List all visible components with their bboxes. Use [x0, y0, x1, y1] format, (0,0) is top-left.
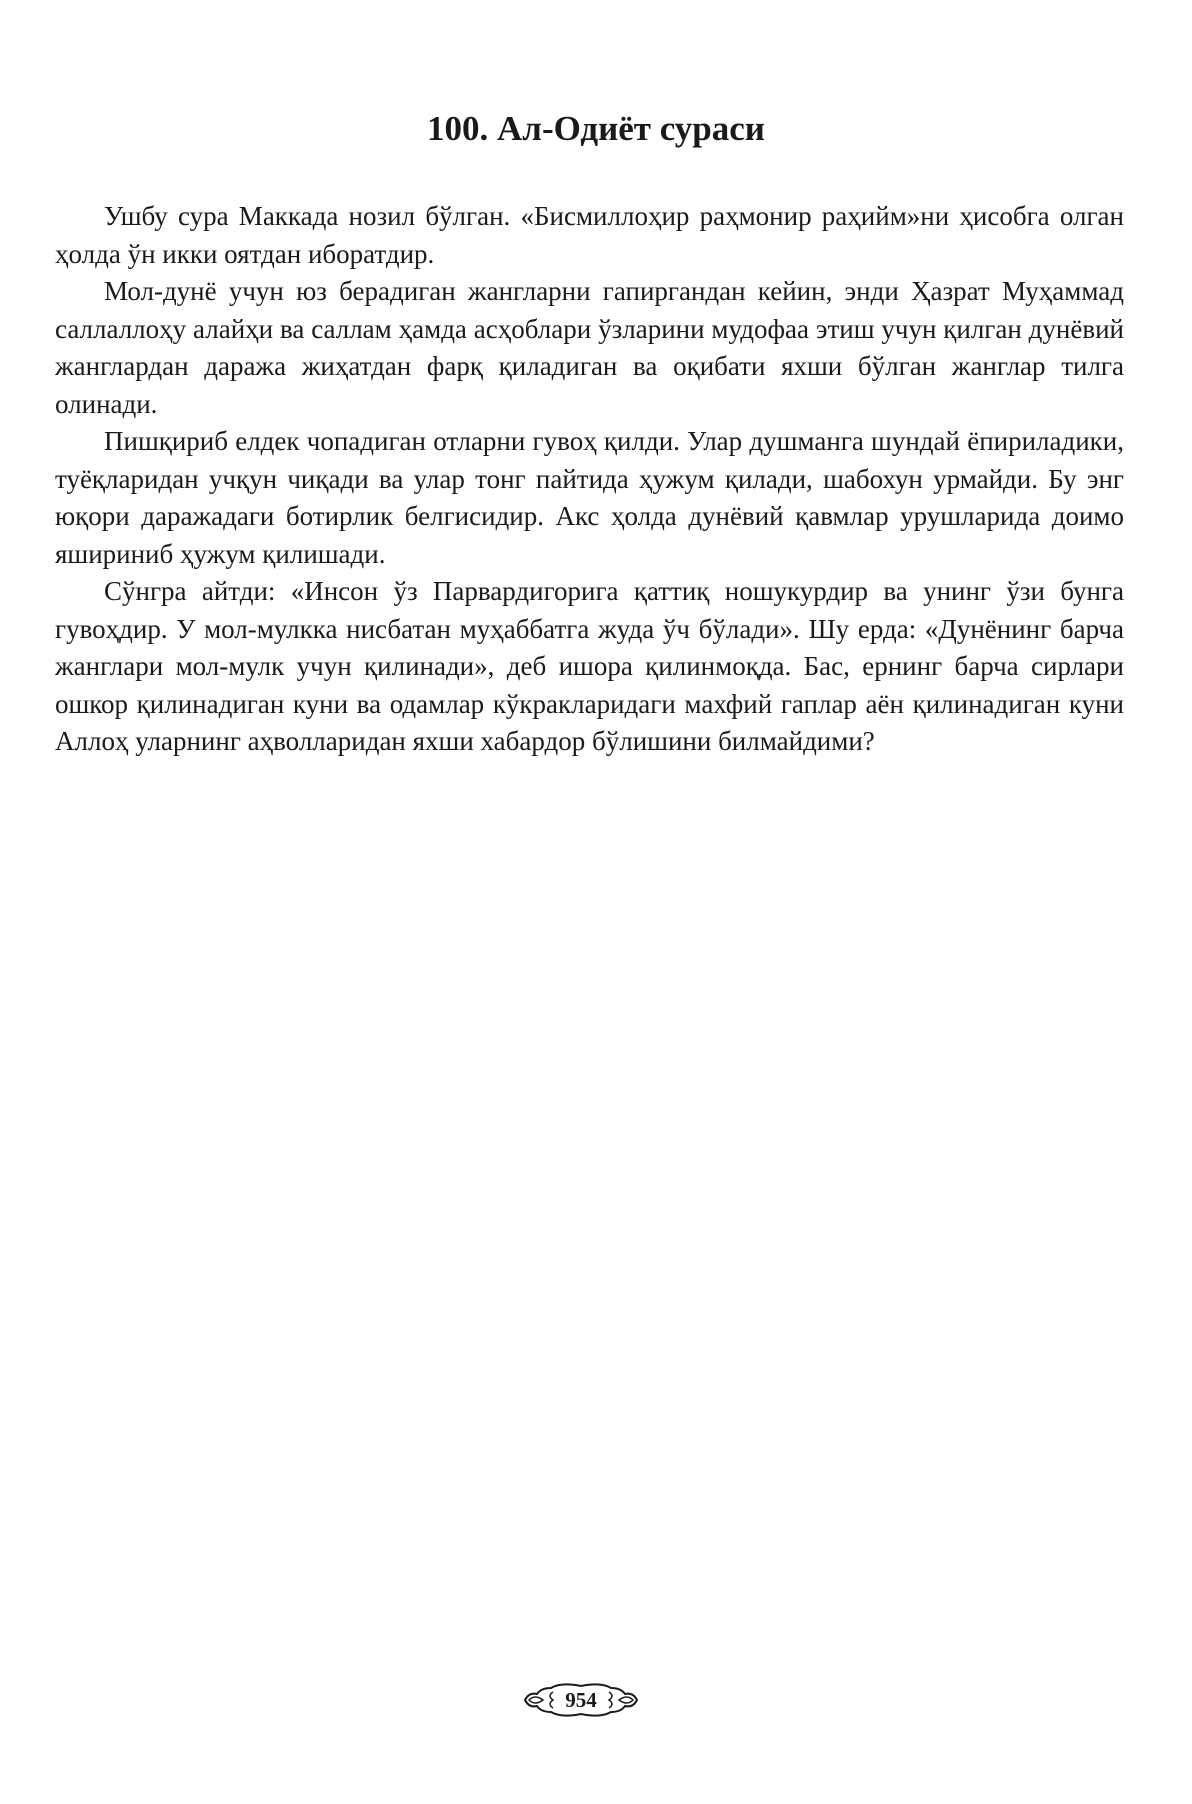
chapter-title: 100. Ал-Одиёт сураси: [427, 109, 765, 148]
page-number: 954: [565, 1688, 597, 1712]
paragraph-2: Мол-дунё учун юз берадиган жангларни гапиргандан кейин, энди Ҳазрат Муҳаммад саллаллоҳу алайҳи ва саллам ҳамда асҳоблари ўзларини мудофаа этиш учун қилган дунёвий жанглардан даража жиҳатдан фарқ қиладиган ва оқибати яхши бўлган жанглар тилга олинади.: [55, 276, 1124, 419]
paragraph-1: Ушбу сура Маккада нозил бўлган. «Бисмиллоҳир раҳмонир раҳийм»ни ҳисобга олган ҳолда ўн икки оятдан иборатдир.: [55, 201, 1124, 269]
body-text: [55, 198, 1124, 761]
paragraph-3: Пишқириб елдек чопадиган отларни гувоҳ қилди. Улар душманга шундай ёпириладики, туёқларидан учқун чиқади ва улар тонг пайтида ҳужум қилади, шабохун урмайди. Бу энг юқори даражадаги ботирлик белгисидир. Акс ҳолда дунёвий қавмлар урушларида доимо яшириниб ҳужум қилишади.: [55, 426, 1124, 569]
page-number-ornament: [521, 1680, 641, 1720]
paragraph-4: Сўнгра айтди: «Инсон ўз Парвардигорига қаттиқ ношукурдир ва унинг ўзи бунга гувоҳдир. У мол-мулкка нисбатан муҳаббатга жуда ўч бўлади». Шу ерда: «Дунёнинг барча жанглари мол-мулк учун қилинади», деб ишора қилинмоқда. Бас, ернинг барча сирлари ошкор қилинадиган куни ва одамлар кўкракларидаги махфий гаплар аён қилинадиган куни Аллоҳ уларнинг аҳволларидан яхши хабардор бўлишини билмайдими?: [55, 576, 1124, 756]
